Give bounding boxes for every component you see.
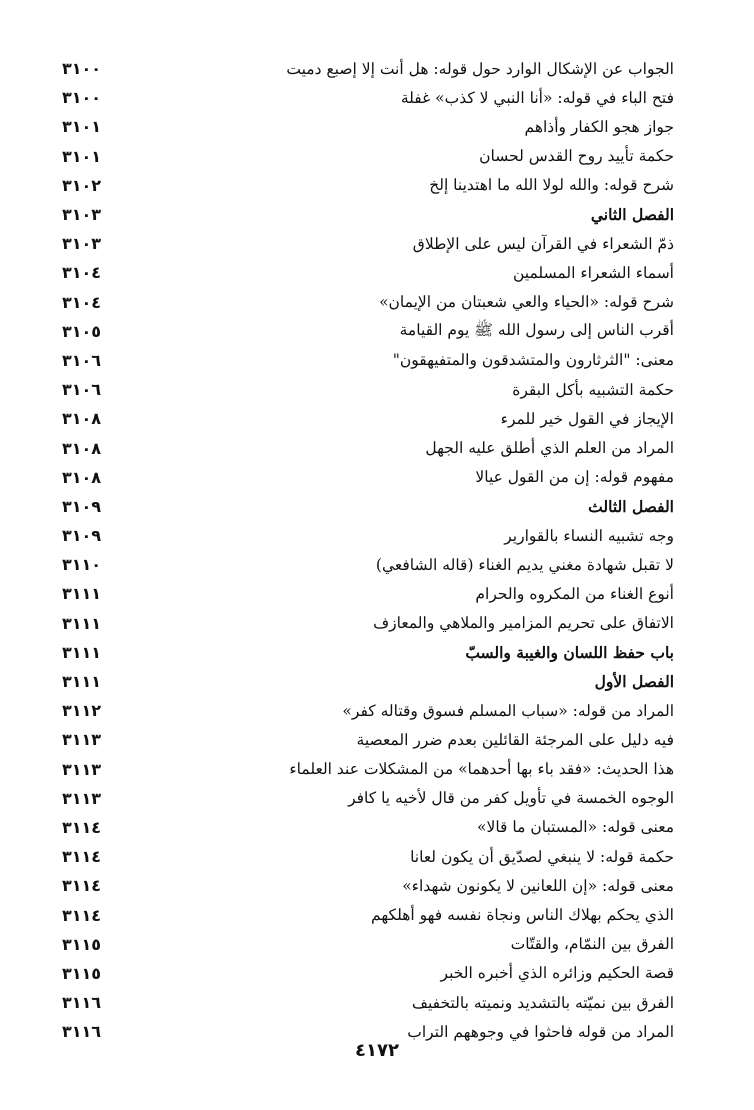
toc-entry-title: جواز هجو الكفار وأذاهم: [524, 117, 674, 136]
toc-entry-page: ٣١١٣: [62, 788, 102, 808]
toc-entry-title: حكمة التشبيه بأكل البقرة: [512, 380, 674, 399]
toc-entry-title: المراد من قوله فاحثوا في وجوههم التراب: [407, 1022, 674, 1041]
toc-entry-title: شرح قوله: «الحياء والعي شعبتان من الإيمان»: [379, 293, 674, 312]
toc-entry-title: المراد من العلم الذي أطلق عليه الجهل: [425, 439, 674, 458]
toc-entry-page: ٣١٠٨: [62, 467, 102, 487]
toc-entry: [62, 988, 674, 1017]
toc-entry: [62, 579, 674, 608]
toc-entry-page: ٣١١٤: [62, 847, 102, 867]
toc-entry: [62, 171, 674, 200]
toc-section-heading: [62, 492, 674, 521]
toc-entry: [62, 229, 674, 258]
toc-section-heading: [62, 667, 674, 696]
toc-entry-title: الفصل الأول: [594, 672, 674, 692]
toc-entry: [62, 142, 674, 171]
toc-entry-page: ٣١٠٣: [62, 234, 102, 254]
toc-entry-page: ٣١١١: [62, 642, 102, 662]
toc-entry: [62, 112, 674, 141]
toc-entry-title: معنى قوله: «المستبان ما قالا»: [477, 818, 674, 837]
toc-entry: [62, 959, 674, 988]
toc-entry-page: ٣١١٠: [62, 555, 102, 575]
toc-entry-page: ٣١٠٤: [62, 292, 102, 312]
toc-entry: [62, 609, 674, 638]
toc-entry-title: وجه تشبيه النساء بالقوارير: [504, 526, 674, 545]
toc-entry: [62, 404, 674, 433]
toc-entry: [62, 433, 674, 462]
toc-entry: [62, 842, 674, 871]
toc-entry: [62, 930, 674, 959]
toc-entry-page: ٣١٠٩: [62, 496, 102, 516]
toc-entry-page: ٣١١٦: [62, 993, 102, 1013]
toc-section-heading: [62, 638, 674, 667]
toc-entry-page: ٣١٠٦: [62, 380, 102, 400]
toc-entry-page: ٣١٠٠: [62, 59, 102, 79]
toc-entry-page: ٣١١٥: [62, 934, 102, 954]
toc-entry-page: ٣١١٤: [62, 817, 102, 837]
toc-entry-title: شرح قوله: والله لولا الله ما اهتدينا إلخ: [429, 176, 674, 195]
toc-entry-page: ٣١١١: [62, 613, 102, 633]
toc-entry-title: لا تقبل شهادة مغني يديم الغناء (قاله الشافعي): [375, 555, 674, 574]
toc-entry-title: الإيجاز في القول خير للمرء: [500, 409, 674, 428]
toc-entry: [62, 696, 674, 725]
toc-entry-title: أنوع الغناء من المكروه والحرام: [475, 584, 674, 603]
toc-entry: [62, 288, 674, 317]
toc-entry: [62, 550, 674, 579]
toc-entry-title: فيه دليل على المرجئة القائلين بعدم ضرر المعصية: [356, 730, 674, 749]
toc-entry-page: ٣١١٦: [62, 1022, 102, 1042]
toc-entry: [62, 346, 674, 375]
toc-entry-title: الاتفاق على تحريم المزامير والملاهي والمعازف: [373, 614, 674, 633]
toc-entry: [62, 463, 674, 492]
toc-entry-title: الفرق بين النمّام، والقتّات: [510, 935, 674, 954]
toc-entry-title: المراد من قوله: «سباب المسلم فسوق وقتاله كفر»: [342, 701, 674, 720]
toc-entry: [62, 871, 674, 900]
toc-entry-page: ٣١١٣: [62, 759, 102, 779]
toc-entry-title: حكمة قوله: لا ينبغي لصدّيق أن يكون لعانا: [410, 847, 674, 866]
toc-entry-title: قصة الحكيم وزائره الذي أخبره الخبر: [440, 964, 674, 983]
toc-entry-page: ٣١١٣: [62, 730, 102, 750]
toc-entry-page: ٣١١٤: [62, 905, 102, 925]
toc-entry-page: ٣١١٥: [62, 963, 102, 983]
toc-entry-title: الفصل الثاني: [590, 205, 674, 225]
toc-entry-title: الذي يحكم بهلاك الناس ونجاة نفسه فهو أهلكهم: [371, 906, 674, 925]
toc-entry-title: الفصل الثالث: [588, 496, 674, 516]
toc-entry-title: هذا الحديث: «فقد باء بها أحدهما» من المشكلات عند العلماء: [289, 760, 674, 779]
toc-entry-title: حكمة تأييد روح القدس لحسان: [479, 147, 674, 166]
toc-entry: [62, 813, 674, 842]
toc-entry-page: ٣١١٢: [62, 701, 102, 721]
toc-entry: [62, 54, 674, 83]
toc-entry-title: فتح الباء في قوله: «أنا النبي لا كذب» غفلة: [400, 88, 674, 107]
toc-entry-title: ذمّ الشعراء في القرآن ليس على الإطلاق: [412, 234, 674, 253]
toc-entry: [62, 258, 674, 287]
toc-entry-page: ٣١٠٨: [62, 438, 102, 458]
toc-section-heading: [62, 200, 674, 229]
toc-entry-page: ٣١٠٣: [62, 205, 102, 225]
toc-entry-title: باب حفظ اللسان والغيبة والسبّ: [465, 642, 674, 662]
toc-entry: [62, 900, 674, 929]
toc-entry-title: أسماء الشعراء المسلمين: [513, 263, 674, 282]
toc-entry-page: ٣١٠٦: [62, 350, 102, 370]
toc-entry-page: ٣١١١: [62, 584, 102, 604]
toc-entry: [62, 755, 674, 784]
toc-entry: [62, 784, 674, 813]
toc-entry-title: الجواب عن الإشكال الوارد حول قوله: هل أنت إلا إصبع دميت: [286, 59, 674, 78]
page-number: ٤١٧٢: [355, 1040, 399, 1061]
toc-entry-page: ٣١١١: [62, 672, 102, 692]
toc-entry: [62, 375, 674, 404]
toc-entry: [62, 725, 674, 754]
toc-entry-title: أقرب الناس إلى رسول الله ﷺ يوم القيامة: [399, 320, 674, 339]
toc-entry-page: ٣١٠٠: [62, 88, 102, 108]
toc-entry-title: معنى: "الثرثارون والمتشدقون والمتفيهقون": [392, 351, 674, 370]
toc-entry: [62, 83, 674, 112]
toc-entry-title: الفرق بين نميّته بالتشديد ونميته بالتخفيف: [411, 993, 674, 1012]
toc-entry-title: معنى قوله: «إن اللعانين لا يكونون شهداء»: [402, 876, 674, 895]
toc-entry-title: الوجوه الخمسة في تأويل كفر من قال لأخيه يا كافر: [348, 789, 674, 808]
toc-entry-title: مفهوم قوله: إن من القول عيالا: [475, 468, 674, 487]
toc-entry-page: ٣١٠٢: [62, 175, 102, 195]
toc-entry-page: ٣١٠١: [62, 146, 102, 166]
toc-entry-page: ٣١٠٨: [62, 409, 102, 429]
toc-entry-page: ٣١٠٩: [62, 526, 102, 546]
toc-entry-page: ٣١١٤: [62, 876, 102, 896]
table-of-contents: [62, 54, 674, 1046]
toc-entry: [62, 521, 674, 550]
toc-entry-page: ٣١٠٤: [62, 263, 102, 283]
toc-entry: [62, 317, 674, 346]
toc-entry-page: ٣١٠١: [62, 117, 102, 137]
toc-entry-page: ٣١٠٥: [62, 321, 102, 341]
